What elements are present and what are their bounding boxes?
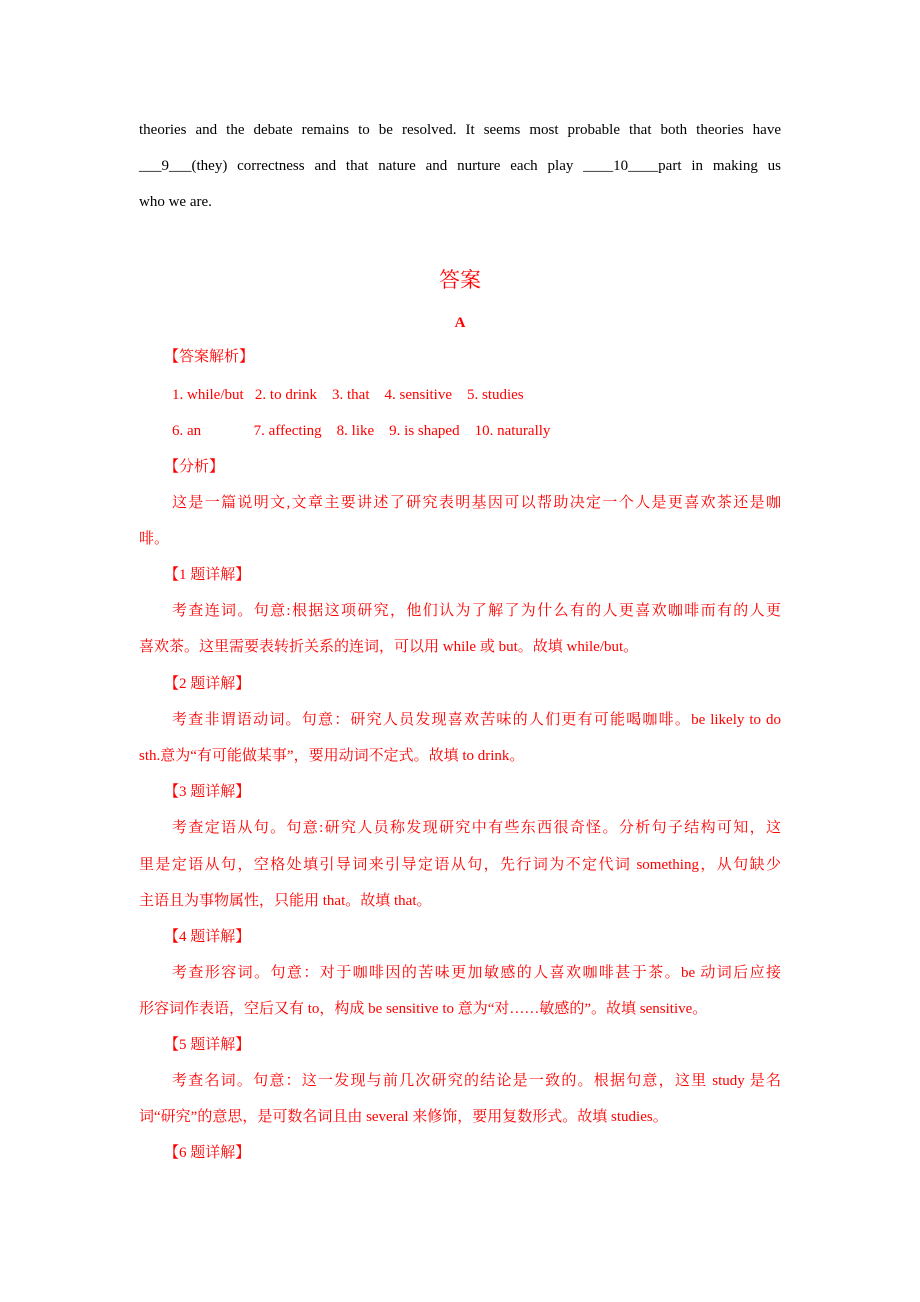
detail-heading-2: 【2 题详解】 <box>164 676 251 692</box>
detail-heading-1: 【1 题详解】 <box>164 567 251 583</box>
answer-title: 答案 <box>439 268 481 292</box>
detail-heading-4: 【4 题详解】 <box>164 929 251 945</box>
detail-line: 喜欢茶。这里需要表转折关系的连词，可以用 while 或 but。故填 while/but。 <box>139 639 639 655</box>
detail-line: 词“研究”的意思，是可数名词且由 several 来修饰，要用复数形式。故填 studies。 <box>139 1109 668 1125</box>
detail-line: 里是定语从句，空格处填引导词来引导定语从句，先行词为不定代词 something，从句缺少 <box>139 857 781 873</box>
answers-heading: 【答案解析】 <box>164 349 255 365</box>
answers-line: 6. an 7. affecting 8. like 9. is shaped 10. naturally <box>172 423 551 439</box>
detail-line: 考查连词。句意:根据这项研究，他们认为了解了为什么有的人更喜欢咖啡而有的人更 <box>172 603 781 619</box>
answers-line: 1. while/but 2. to drink 3. that 4. sensitive 5. studies <box>172 387 524 403</box>
passage-line: ___9___(they) correctness and that nature and nurture each play ____10____part in making us <box>139 158 781 174</box>
detail-line: 形容词作表语，空后又有 to，构成 be sensitive to 意为“对……敏感的”。故填 sensitive。 <box>139 1001 708 1017</box>
detail-line: sth.意为“有可能做某事”，要用动词不定式。故填 to drink。 <box>139 748 525 764</box>
analysis-line: 啡。 <box>139 531 170 547</box>
detail-heading-3: 【3 题详解】 <box>164 784 251 800</box>
detail-line: 考查形容词。句意：对于咖啡因的苦味更加敏感的人喜欢咖啡甚于茶。be 动词后应接 <box>172 965 781 981</box>
detail-line: 考查名词。句意：这一发现与前几次研究的结论是一致的。根据句意，这里 study 是名 <box>172 1073 781 1089</box>
detail-line: 考查非谓语动词。句意：研究人员发现喜欢苦味的人们更有可能喝咖啡。be likely to do <box>172 712 781 728</box>
detail-line: 考查定语从句。句意:研究人员称发现研究中有些东西很奇怪。分析句子结构可知，这 <box>172 820 781 836</box>
detail-line: 主语且为事物属性，只能用 that。故填 that。 <box>139 893 432 909</box>
passage-line: theories and the debate remains to be resolved. It seems most probable that both theories have <box>139 122 781 138</box>
section-label: A <box>454 315 466 331</box>
detail-heading-5: 【5 题详解】 <box>164 1037 251 1053</box>
detail-heading-6: 【6 题详解】 <box>164 1145 251 1161</box>
analysis-line: 这是一篇说明文,文章主要讲述了研究表明基因可以帮助决定一个人是更喜欢茶还是咖 <box>172 495 781 511</box>
analysis-heading: 【分析】 <box>164 459 225 475</box>
passage-line: who we are. <box>139 194 212 210</box>
